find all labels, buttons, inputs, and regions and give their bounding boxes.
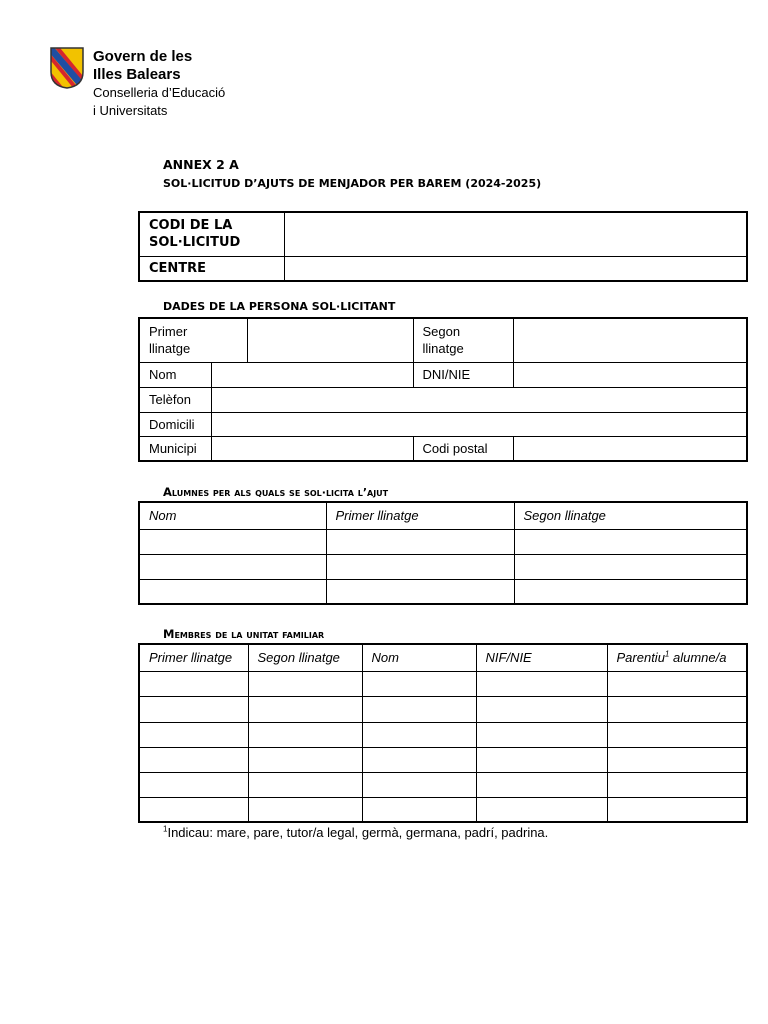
family-cell[interactable]	[476, 696, 607, 722]
org-line-2: Illes Balears	[93, 66, 181, 83]
table-row	[139, 696, 747, 722]
dni-label: DNI/NIE	[413, 362, 513, 387]
table-row	[139, 797, 747, 822]
students-header-first-surname: Primer llinatge	[326, 502, 514, 529]
family-cell[interactable]	[362, 747, 476, 772]
student-first-surname-cell[interactable]	[326, 529, 514, 554]
family-cell[interactable]	[139, 722, 248, 747]
first-surname-field[interactable]	[247, 318, 413, 362]
family-table	[138, 643, 748, 823]
dept-line-1: Conselleria d’Educació	[93, 85, 226, 100]
family-header-first-surname: Primer llinatge	[139, 644, 248, 671]
student-name-cell[interactable]	[139, 579, 326, 604]
family-cell[interactable]	[248, 747, 362, 772]
family-cell[interactable]	[476, 772, 607, 797]
family-header-relationship: Parentiu$^1$ alumne/a	[607, 644, 747, 671]
balearic-coat-of-arms-icon	[49, 46, 85, 90]
table-row	[139, 579, 747, 604]
address-field[interactable]	[211, 412, 747, 436]
dept-line-2: i Universitats	[93, 103, 168, 118]
family-cell[interactable]	[248, 722, 362, 747]
family-cell[interactable]	[607, 671, 747, 696]
centre-label: CENTRE	[139, 256, 284, 281]
family-cell[interactable]	[607, 696, 747, 722]
family-cell[interactable]	[362, 696, 476, 722]
table-row	[139, 772, 747, 797]
code-field[interactable]	[284, 212, 747, 256]
students-section-title: Alumnes per als quals se sol·licita l’ajut	[163, 485, 389, 499]
applicant-section-title: DADES DE LA PERSONA SOL·LICITANT	[163, 300, 396, 313]
footnote-text: Indicau: mare, pare, tutor/a legal, germà, germana, padrí, padrina.	[167, 825, 549, 840]
student-first-surname-cell[interactable]	[326, 554, 514, 579]
students-header-second-surname: Segon llinatge	[514, 502, 747, 529]
family-cell[interactable]	[476, 671, 607, 696]
first-surname-label: Primer llinatge	[139, 318, 247, 362]
org-line-1: Govern de les	[93, 48, 193, 65]
second-surname-field[interactable]	[513, 318, 747, 362]
table-row	[139, 747, 747, 772]
name-label: Nom	[139, 362, 211, 387]
family-header-second-surname: Segon llinatge	[248, 644, 362, 671]
student-second-surname-cell[interactable]	[514, 529, 747, 554]
family-cell[interactable]	[362, 671, 476, 696]
family-cell[interactable]	[139, 772, 248, 797]
family-cell[interactable]	[248, 696, 362, 722]
student-second-surname-cell[interactable]	[514, 554, 747, 579]
family-cell[interactable]	[139, 747, 248, 772]
family-cell[interactable]	[607, 797, 747, 822]
family-cell[interactable]	[476, 797, 607, 822]
code-label: CODI DE LA SOL·LICITUD	[139, 212, 284, 256]
municipality-label: Municipi	[139, 436, 211, 461]
family-cell[interactable]	[139, 797, 248, 822]
second-surname-label: Segon llinatge	[413, 318, 513, 362]
family-cell[interactable]	[607, 747, 747, 772]
family-cell[interactable]	[476, 722, 607, 747]
family-cell[interactable]	[362, 797, 476, 822]
students-header-name: Nom	[139, 502, 326, 529]
family-cell[interactable]	[607, 772, 747, 797]
table-row	[139, 671, 747, 696]
phone-label: Telèfon	[139, 387, 211, 412]
municipality-field[interactable]	[211, 436, 413, 461]
document-subtitle: SOL·LICITUD D’AJUTS DE MENJADOR PER BAREM (2024-2025)	[163, 177, 542, 190]
family-cell[interactable]	[476, 747, 607, 772]
footnote-mark: 1	[664, 649, 670, 659]
student-first-surname-cell[interactable]	[326, 579, 514, 604]
applicant-table	[138, 317, 748, 462]
name-field[interactable]	[211, 362, 413, 387]
annex-title: ANNEX 2 A	[163, 157, 239, 172]
footnote-mark: 1	[163, 824, 168, 834]
centre-field[interactable]	[284, 256, 747, 281]
family-cell[interactable]	[362, 772, 476, 797]
family-cell[interactable]	[362, 722, 476, 747]
family-cell[interactable]	[607, 722, 747, 747]
student-name-cell[interactable]	[139, 554, 326, 579]
student-name-cell[interactable]	[139, 529, 326, 554]
family-header-name: Nom	[362, 644, 476, 671]
table-row	[139, 529, 747, 554]
students-table	[138, 501, 748, 605]
dni-field[interactable]	[513, 362, 747, 387]
postal-code-label: Codi postal	[413, 436, 513, 461]
request-table	[138, 211, 748, 282]
table-row	[139, 554, 747, 579]
family-cell[interactable]	[139, 671, 248, 696]
student-second-surname-cell[interactable]	[514, 579, 747, 604]
organization-name	[93, 48, 225, 120]
address-label: Domicili	[139, 412, 211, 436]
family-cell[interactable]	[248, 772, 362, 797]
phone-field[interactable]	[211, 387, 747, 412]
family-cell[interactable]	[248, 671, 362, 696]
family-cell[interactable]	[139, 696, 248, 722]
footnote	[163, 825, 548, 840]
postal-code-field[interactable]	[513, 436, 747, 461]
family-cell[interactable]	[248, 797, 362, 822]
family-section-title: Membres de la unitat familiar	[163, 627, 325, 641]
table-row	[139, 722, 747, 747]
family-header-nif: NIF/NIE	[476, 644, 607, 671]
